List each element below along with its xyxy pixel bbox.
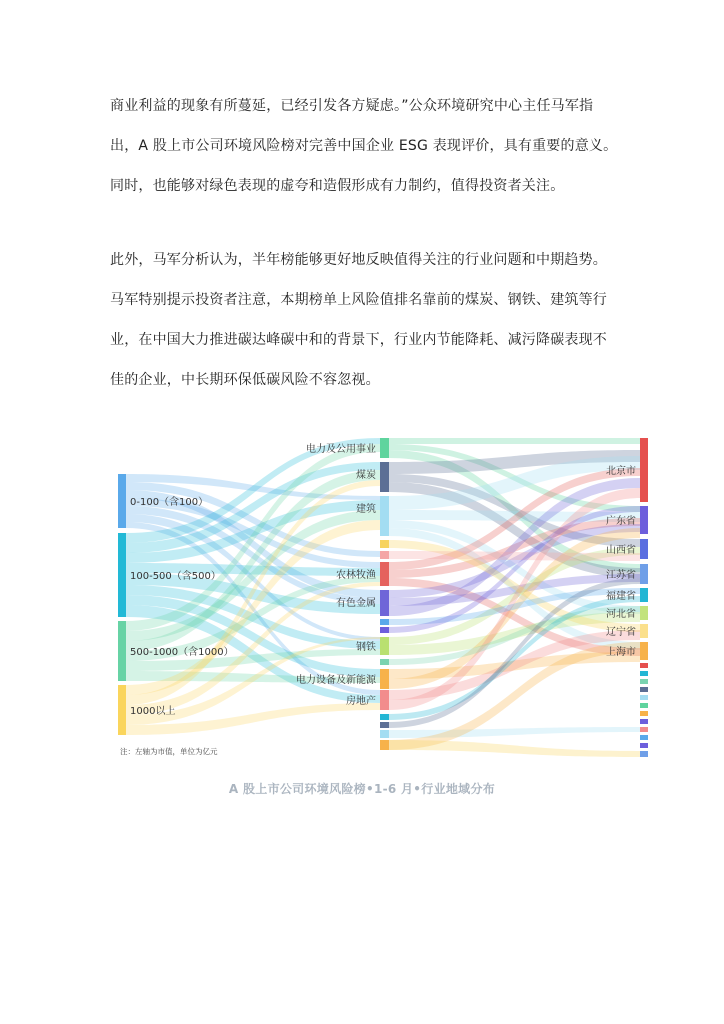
minor-region-node [640,751,648,757]
region-node [640,506,648,534]
industry-label: 有色金属 [336,598,376,609]
region-label: 北京市 [606,466,636,477]
minor-region-node [640,727,648,732]
minor-region-node [640,735,648,740]
industry-label: 钢铁 [356,642,376,653]
region-label: 河北省 [606,609,636,620]
market-cap-node [118,621,126,681]
region-label: 广东省 [606,516,636,527]
region-label: 辽宁省 [606,627,636,638]
flow-link [389,740,640,757]
sankey-figure [110,428,670,763]
flow-link [389,438,640,444]
minor-region-node [640,671,648,676]
figure-note: 注：左轴为市值，单位为亿元 [120,747,218,756]
industry-node [380,669,389,689]
market-cap-label: 1000以上 [130,706,176,717]
industry-label: 电力设备及新能源 [296,675,376,686]
region-label: 福建省 [606,591,636,602]
article-paragraph-1 [110,86,620,206]
region-node [640,624,648,638]
paragraph-line: 业，在中国大力推进碳达峰碳中和的背景下，行业内节能降耗、减污降碳表现不 [110,332,607,348]
market-cap-label: 100-500（含500） [130,571,221,582]
industry-node [380,462,389,492]
region-label: 山西省 [606,545,636,556]
minor-region-node [640,719,648,724]
market-cap-node [118,533,126,617]
industry-node [380,590,389,616]
minor-region-node [640,743,648,748]
article-paragraph-2 [110,240,620,400]
industry-label: 建筑 [356,504,376,515]
market-cap-node [118,685,126,735]
industry-node [380,637,389,655]
minor-industry-node [380,627,389,633]
minor-industry-node [380,540,389,548]
minor-region-node [640,687,648,692]
paragraph-line: 同时，也能够对绿色表现的虚夸和造假形成有力制约，值得投资者关注。 [110,178,565,194]
figure-caption: A 股上市公司环境风险榜•1-6 月•行业地域分布 [228,782,496,796]
paragraph-line: 商业利益的现象有所蔓延，已经引发各方疑虑。”公众环境研究中心主任马军指 [110,98,594,114]
region-node [640,606,648,620]
region-label: 上海市 [606,647,636,658]
industry-node [380,690,389,710]
industry-label: 电力及公用事业 [306,444,376,455]
paragraph-line: 马军特别提示投资者注意，本期榜单上风险值排名靠前的煤炭、钢铁、建筑等行 [110,292,607,308]
paragraph-line: 此外，马军分析认为，半年榜能够更好地反映值得关注的行业问题和中期趋势。 [110,252,607,268]
minor-industry-node [380,619,389,625]
sankey-diagram [110,428,670,763]
minor-industry-node [380,659,389,665]
paragraph-line: 出，A 股上市公司环境风险榜对完善中国企业 ESG 表现评价，具有重要的意义。 [110,138,618,154]
region-node [640,564,648,584]
region-node [640,642,648,660]
minor-region-node [640,711,648,716]
industry-label: 农林牧渔 [336,570,376,581]
minor-industry-node [380,722,389,728]
industry-node [380,562,389,586]
minor-region-node [640,679,648,684]
minor-industry-node [380,714,389,720]
region-node [640,539,648,559]
minor-region-node [640,703,648,708]
market-cap-label: 500-1000（含1000） [130,647,234,658]
region-node [640,588,648,602]
industry-label: 房地产 [346,696,376,707]
minor-region-node [640,695,648,700]
region-node [640,438,648,502]
minor-industry-node [380,730,389,738]
industry-node [380,438,389,458]
market-cap-node [118,474,126,528]
region-label: 江苏省 [606,570,636,581]
minor-industry-node [380,740,389,750]
minor-region-node [640,663,648,668]
minor-industry-node [380,551,389,559]
industry-node [380,496,389,536]
paragraph-line: 佳的企业，中长期环保低碳风险不容忽视。 [110,372,380,388]
market-cap-label: 0-100（含100） [130,497,209,508]
flow-link [389,727,640,738]
industry-label: 煤炭 [356,470,376,481]
